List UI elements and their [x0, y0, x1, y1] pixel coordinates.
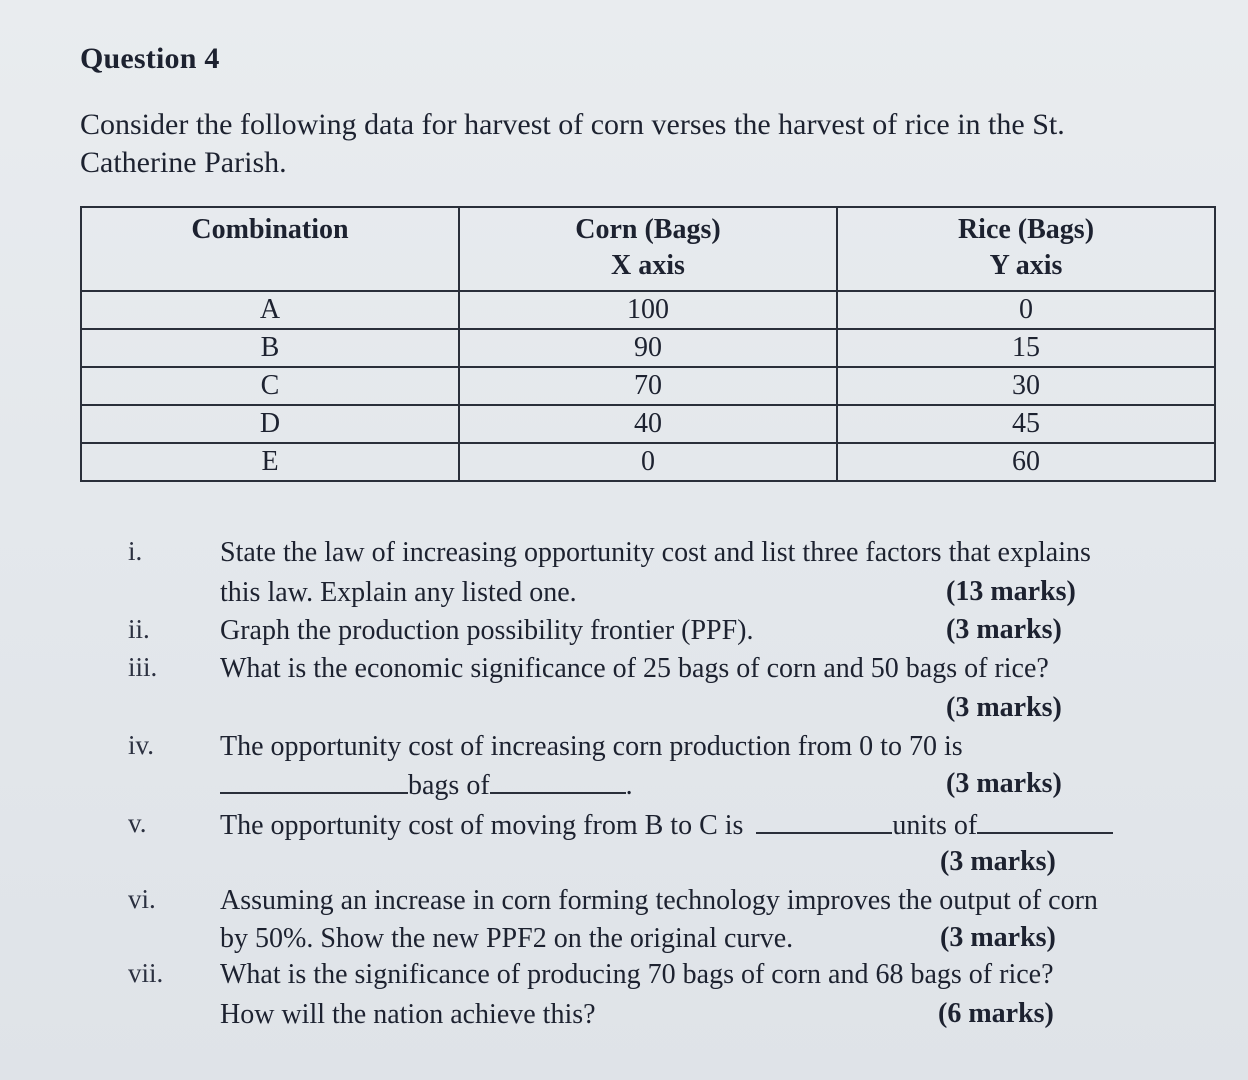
cell-combination: D	[81, 405, 459, 443]
header-combination: Combination	[81, 207, 459, 291]
item-iv-marks: (3 marks)	[946, 768, 1062, 799]
item-ii-text: Graph the production possibility frontier (PPF).	[220, 615, 754, 646]
cell-rice: 45	[837, 405, 1215, 443]
cell-combination: A	[81, 291, 459, 329]
cell-rice: 15	[837, 329, 1215, 367]
item-vi-marks: (3 marks)	[940, 922, 1056, 953]
answer-blank[interactable]	[756, 806, 892, 834]
cell-rice: 60	[837, 443, 1215, 481]
item-vii-line2: How will the nation achieve this?	[220, 999, 596, 1030]
cell-combination: E	[81, 443, 459, 481]
data-table	[80, 206, 1216, 482]
item-number-vi: vi.	[128, 884, 156, 914]
item-number-ii: ii.	[128, 614, 150, 644]
item-i-line1: State the law of increasing opportunity cost and list three factors that explains	[220, 537, 1091, 568]
answer-blank[interactable]	[977, 806, 1113, 834]
cell-corn: 0	[459, 443, 837, 481]
table-row	[81, 443, 1215, 481]
table-header-row	[81, 207, 1215, 291]
table-row	[81, 405, 1215, 443]
item-vii-marks: (6 marks)	[938, 998, 1054, 1029]
item-number-vii: vii.	[128, 958, 164, 988]
question-title: Question 4	[80, 42, 220, 75]
header-corn: Corn (Bags) X axis	[459, 207, 837, 291]
item-iv-line1: The opportunity cost of increasing corn production from 0 to 70 is	[220, 731, 963, 762]
item-v-marks: (3 marks)	[940, 846, 1056, 877]
answer-blank[interactable]	[220, 766, 408, 794]
item-iii-marks: (3 marks)	[946, 692, 1062, 723]
item-ii-marks: (3 marks)	[946, 614, 1062, 645]
item-vi-line2: by 50%. Show the new PPF2 on the original curve.	[220, 923, 794, 954]
cell-combination: C	[81, 367, 459, 405]
item-number-iv: iv.	[128, 730, 154, 760]
item-i-line2: this law. Explain any listed one.	[220, 577, 577, 608]
item-iii-text: What is the economic significance of 25 bags of corn and 50 bags of rice?	[220, 653, 1049, 684]
cell-corn: 100	[459, 291, 837, 329]
cell-corn: 90	[459, 329, 837, 367]
item-v-line: The opportunity cost of moving from B to C is units of	[220, 806, 1220, 845]
header-rice: Rice (Bags) Y axis	[837, 207, 1215, 291]
cell-corn: 70	[459, 367, 837, 405]
answer-blank[interactable]	[490, 766, 626, 794]
cell-rice: 30	[837, 367, 1215, 405]
item-i-marks: (13 marks)	[946, 576, 1076, 607]
item-number-v: v.	[128, 808, 147, 838]
table-row	[81, 329, 1215, 367]
question-intro: Consider the following data for harvest of corn verses the harvest of rice in the St. Catherine Parish.	[80, 108, 1065, 179]
item-number-iii: iii.	[128, 652, 158, 682]
cell-corn: 40	[459, 405, 837, 443]
item-vi-line1: Assuming an increase in corn forming technology improves the output of corn	[220, 885, 1098, 916]
table-row	[81, 367, 1215, 405]
item-iv-line2: bags of .	[220, 766, 633, 805]
item-number-i: i.	[128, 536, 143, 566]
table-row	[81, 291, 1215, 329]
cell-rice: 0	[837, 291, 1215, 329]
item-vii-line1: What is the significance of producing 70 bags of corn and 68 bags of rice?	[220, 959, 1054, 990]
cell-combination: B	[81, 329, 459, 367]
